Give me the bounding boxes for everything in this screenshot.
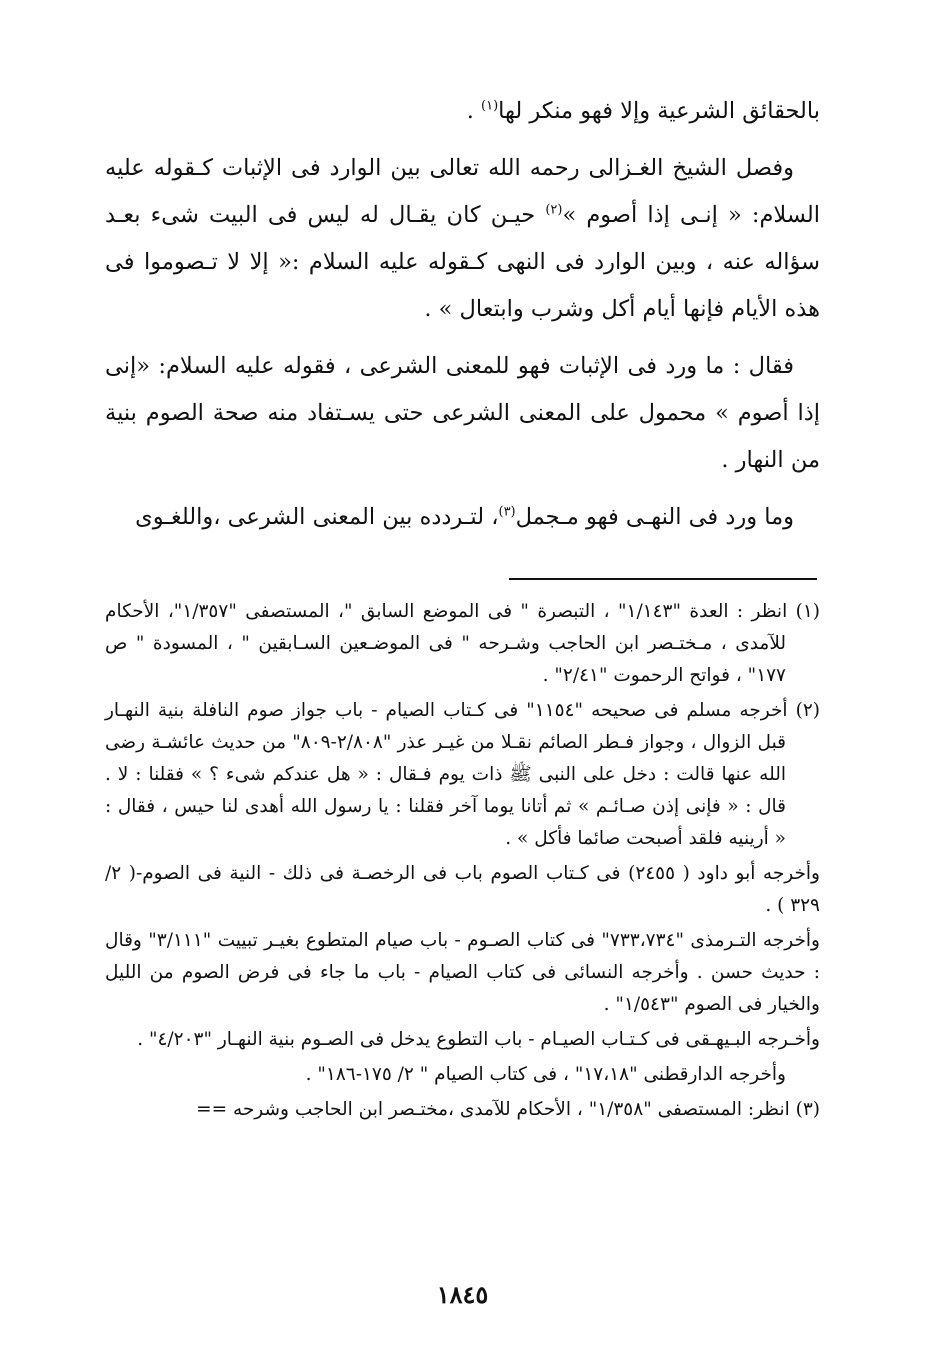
paragraph-1-text: بالحقائق الشرعية وإلا فهو منكر لها <box>498 98 820 124</box>
footnote-2-abudawud: وأخرجه أبو داود ( ٢٤٥٥) فى كـتاب الصوم باب فى الرخصـة فى ذلك - النية فى الصوم-( ٢/ ٣٢٩ ) . <box>105 863 820 916</box>
footnote-ref-3: (٣) <box>498 504 516 520</box>
paragraph-4 <box>105 494 820 541</box>
footnote-2-bayhaqi: وأخـرجه البـيهـقى فى كـتـاب الصيـام - باب التطوع يدخل فى الصـوم بنية النهـار "٤/٢٠٣" . <box>137 1029 820 1050</box>
footnote-ref-1: (١) <box>481 98 499 114</box>
footnote-1: (١) انظر : العدة "١/١٤٣" ، التبصرة " فى الموضع السابق "، المستصفى "١/٣٥٧"، الأحكام للآمدى ، مـختـصر ابن الحاجب وشـرحه " فى الموضـعين السـابقين " ، المسودة " ص ١٧٧" ، فواتح الرحموت "٢/٤١" . <box>105 601 821 686</box>
paragraph-1 <box>105 88 820 135</box>
page-number: ١٨٤٥ <box>436 1280 489 1309</box>
footnote-2-tirmidhi: وأخرجه التـرمذى "٧٣٣،٧٣٤" فى كتاب الصـوم - باب صيام المتطوع بغيـر تبييت "٣/١١١" وقال : حديث حسن . وأخرجه النسائى فى كتاب الصيام - باب ما جاء فى فرض الصوم من الليل والخيار فى الصوم "١/٥٤٣" . <box>105 930 820 1015</box>
paragraph-1-tail: . <box>466 98 481 124</box>
paragraph-2-text-b: حيـن كان يقـال له ليس فى البيت شىء بعـد سؤاله عنه ، وبين الوارد فى النهى كـقوله عليه السلام :« إلا لا تـصوموا فى هذه الأيام فإنها أيام أكل وشرب وابتعال » . <box>105 202 820 322</box>
footnotes <box>105 596 820 1129</box>
footnote-separator <box>509 578 817 580</box>
paragraph-2 <box>105 145 820 333</box>
main-text <box>105 88 820 551</box>
paragraph-4-text-a: وما ورد فى النهـى فهو مـجمل <box>515 504 794 530</box>
paragraph-3: فقال : ما ورد فى الإثبات فهو للمعنى الشرعى ، فقوله عليه السلام: «إنى إذا أصوم » محمول على المعنى الشرعى حتى يسـتفاد منه صحة الصوم بنية من النهار . <box>105 353 820 473</box>
footnote-2: (٢) أخرجه مسلم فى صحيحه "١١٥٤" فى كـتاب الصيام - باب جواز صوم النافلة بنية النهـار قبل الزوال ، وجواز فـطر الصائم نقـلا من غيـر عذر "٢/٨٠٨-٨٠٩" من حديث عائشـة رضى الله عنها قالت : دخل على النبى ﷺ ذات يوم فـقال : « هل عندكم شىء ؟ » فقلنا : لا . قال : « فإنى إذن صـائـم » ثم أتانا يوما آخر فقلنا : يا رسول الله أهدى لنا حيس ، فقال : « أرينيه فلقد أصبحت صائما فأكل » . <box>105 700 820 849</box>
footnote-2-daraqutni: وأخرجه الدارقطنى "١٧،١٨" ، فى كتاب الصيام " ٢/ ١٧٥-١٨٦" . <box>305 1064 786 1085</box>
footnote-3: (٣) انظر: المستصفى "١/٣٥٨" ، الأحكام للآمدى ،مختـصر ابن الحاجب وشرحه == <box>196 1099 820 1120</box>
paragraph-2-text-a: وفصل الشيخ الغـزالى رحمه الله تعالى بين الوارد فى الإثبات كـقوله عليه السلام: « إنـى إذا أصوم » <box>105 155 821 228</box>
footnote-ref-2: (٢) <box>545 202 563 218</box>
paragraph-4-text-b: ، لتـردده بين المعنى الشرعى ،واللغـوى <box>135 504 499 530</box>
